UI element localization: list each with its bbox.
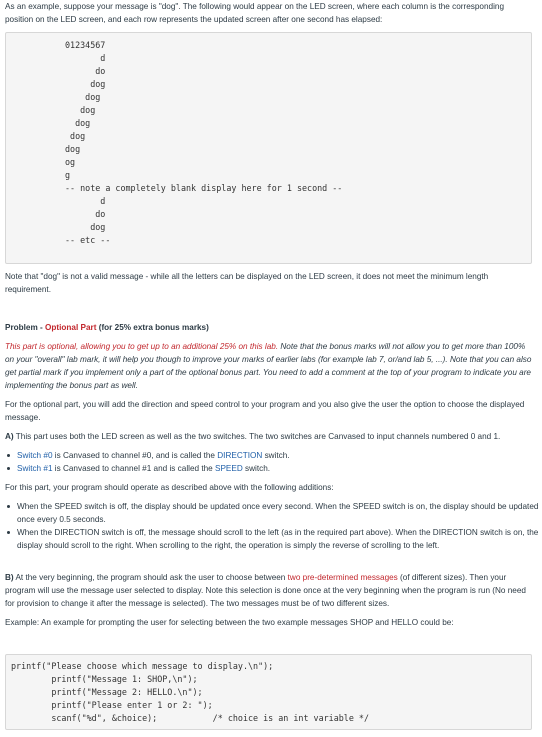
switch-keyword: DIRECTION	[217, 451, 263, 460]
operate-paragraph: For this part, your program should operate as described above with the following additions:	[5, 483, 334, 492]
code-line: d	[65, 196, 106, 206]
addition-text: When the DIRECTION switch is off, the message should scroll to the left (as in the required part above). When the DIRECTION switch is on, the display should scroll to the right. When scrolling to the right, the operation is simply the reverse of scrolling to the left.	[17, 528, 539, 550]
code-line: og	[65, 157, 76, 167]
optional-part-label: Optional Part	[45, 323, 97, 332]
code-line: 01234567	[65, 40, 106, 50]
switch-text-end: switch.	[262, 451, 290, 460]
intro-paragraph: As an example, suppose your message is "dog". The following would appear on the LED screen, where each column is the corresponding position on the LED screen, and each row represents the updated screen after one second has elapsed:	[5, 2, 505, 24]
note-paragraph: Note that "dog" is not a valid message - while all the letters can be displayed on the LED screen, it does not meet the minimum length requirement.	[5, 272, 489, 294]
part-b-text: At the very beginning, the program should ask the user to choose between	[13, 573, 288, 582]
code-line: d	[65, 53, 106, 63]
list-item	[17, 462, 542, 475]
code-line: dog	[65, 92, 101, 102]
bullet-icon	[7, 467, 10, 470]
part-a-paragraph	[5, 430, 533, 443]
switch-text: is Canvased to channel #1 and is called the	[52, 464, 215, 473]
problem-heading	[5, 321, 533, 334]
part-b-paragraph	[5, 571, 533, 610]
code-line: g	[65, 170, 71, 180]
list-item	[17, 449, 542, 462]
optional-note-paragraph	[5, 340, 533, 392]
part-a-text: This part uses both the LED screen as well as the two switches. The two switches are Canvased to input channels numbered 0 and 1.	[13, 432, 501, 441]
code-line: do	[65, 66, 106, 76]
part-b-highlight: two pre-determined messages	[287, 573, 398, 582]
switch-name: Switch #0	[17, 451, 53, 460]
part-b-text-end: (of different sizes). Then your program will use the message user selected to display. Note this selection is done once at the very beginning when the program is run (No need for provision to change it after the message is selected). The two messages must be of two different sizes.	[5, 573, 526, 608]
bullet-icon	[7, 505, 10, 508]
list-item	[17, 526, 542, 552]
optional-note-rest: Note that the bonus marks will not allow you to get more than 100% on your "overall" lab mark, it will help you though to improve your marks of earlier labs (for example lab 7, or/and lab 5, ...). Note that you can also get partial mark if you implement only a part of the optional bonus part. You need to add a comment at the top of your program to indicate you are implementing the bonus part as well.	[5, 342, 532, 390]
code-example-block	[5, 654, 532, 730]
problem-label: Problem -	[5, 323, 46, 332]
optional-warning: This part is optional, allowing you to get up to an additional 25% on this lab.	[5, 342, 279, 351]
addition-text: When the SPEED switch is off, the display should be updated once every second. When the SPEED switch is on, the display should be updated once every 0.5 seconds.	[17, 502, 539, 524]
part-a-label: A)	[5, 432, 14, 441]
additions-list	[5, 500, 542, 552]
list-item	[17, 500, 542, 526]
code-line: scanf("%d", &choice); /* choice is an int variable */	[11, 713, 369, 723]
code-line: dog	[65, 118, 91, 128]
code-line: printf("Please choose which message to display.\n");	[11, 661, 274, 671]
bonus-label: (for 25% extra bonus marks)	[96, 323, 209, 332]
code-line: -- note a completely blank display here for 1 second --	[65, 183, 343, 193]
code-line: dog	[65, 144, 81, 154]
code-line: -- etc --	[65, 235, 111, 245]
code-line: printf("Please enter 1 or 2: ");	[11, 700, 213, 710]
switch-name: Switch #1	[17, 464, 53, 473]
code-line: dog	[65, 222, 106, 232]
code-line: dog	[65, 105, 96, 115]
switch-list	[5, 449, 542, 475]
led-example-block	[5, 32, 532, 264]
switch-keyword: SPEED	[215, 464, 243, 473]
code-line: printf("Message 2: HELLO.\n");	[11, 687, 203, 697]
part-b-label: B)	[5, 573, 14, 582]
code-line: dog	[65, 79, 106, 89]
bullet-icon	[7, 531, 10, 534]
code-line: printf("Message 1: SHOP,\n");	[11, 674, 198, 684]
bullet-icon	[7, 454, 10, 457]
code-line: dog	[65, 131, 86, 141]
code-line: do	[65, 209, 106, 219]
optional-part-paragraph: For the optional part, you will add the direction and speed control to your program and you also give the user the option to choose the displayed message.	[5, 400, 525, 422]
example-paragraph: Example: An example for prompting the user for selecting between the two example messages SHOP and HELLO could be:	[5, 618, 454, 627]
switch-text: is Canvased to channel #0, and is called the	[52, 451, 218, 460]
switch-text-end: switch.	[242, 464, 271, 473]
